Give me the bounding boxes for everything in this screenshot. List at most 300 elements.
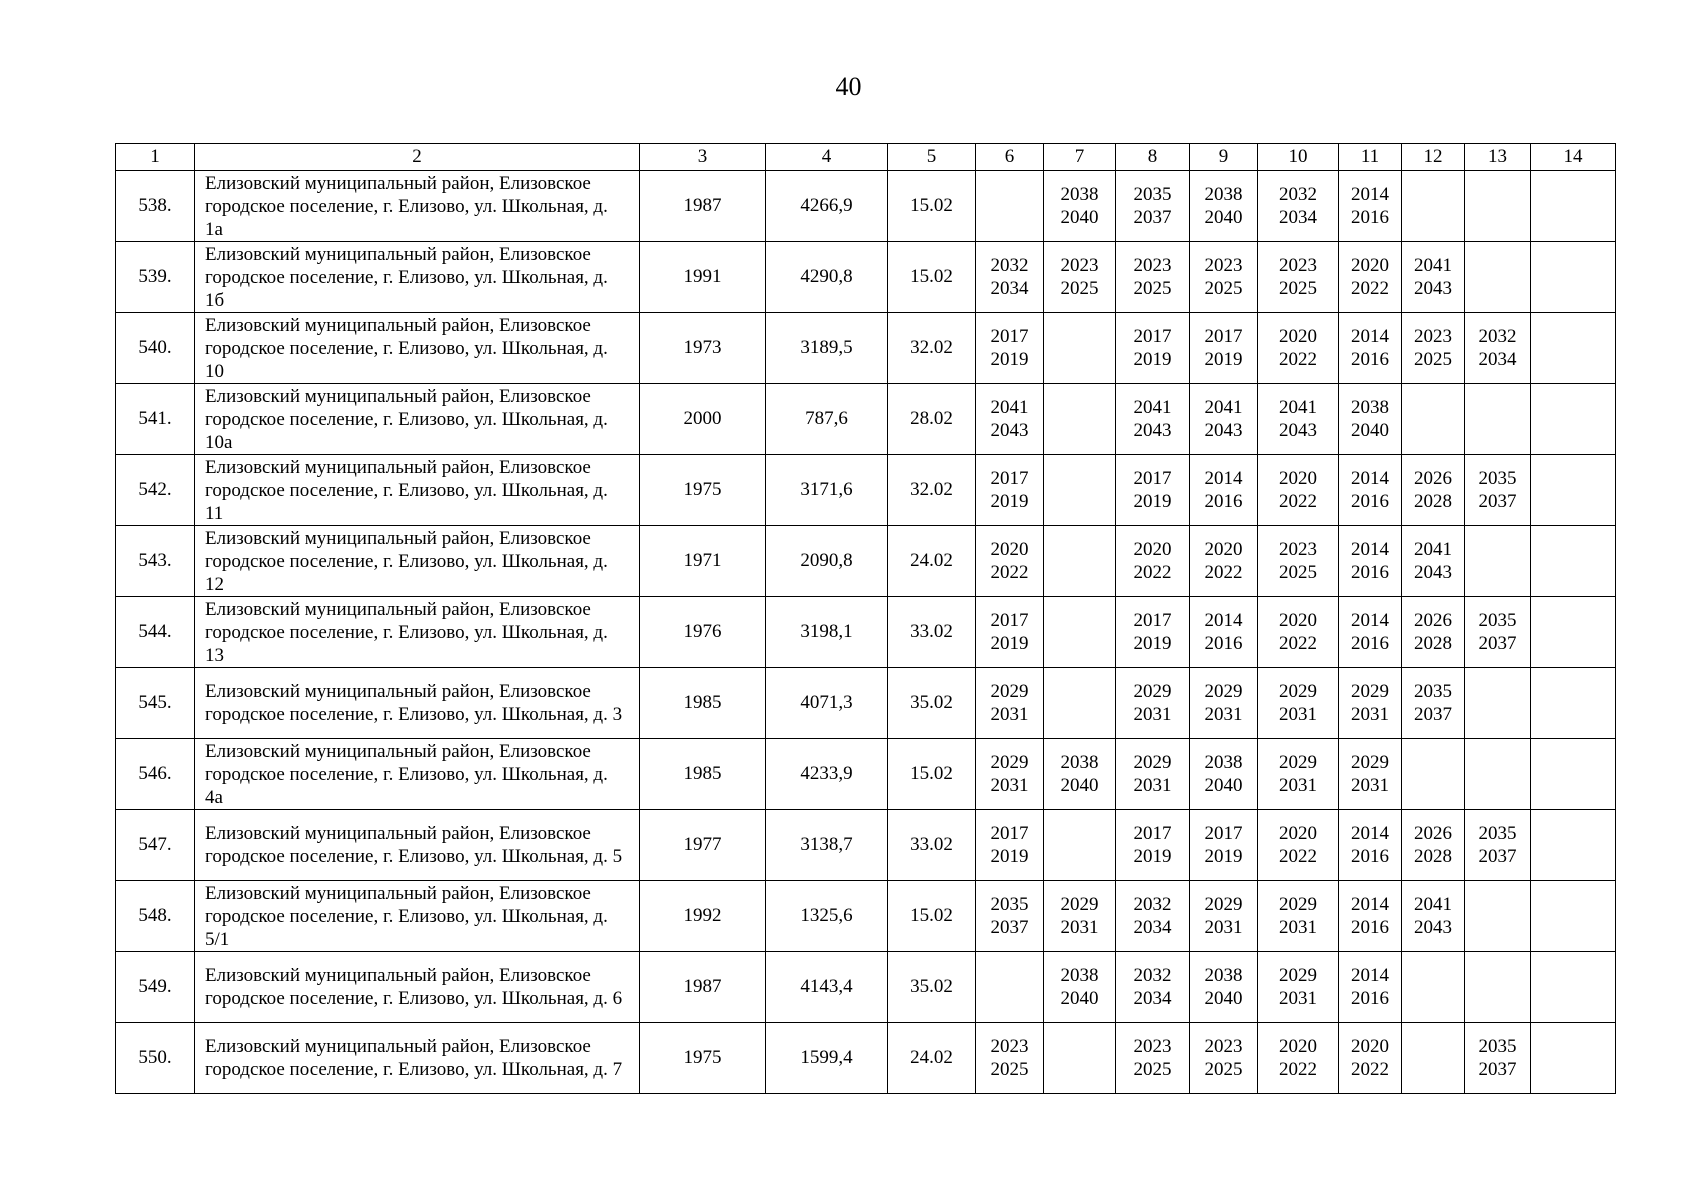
period-year: 2037 <box>990 917 1029 938</box>
period-cell <box>1531 739 1616 810</box>
period-year: 2017 <box>990 468 1029 489</box>
period-year: 2034 <box>1279 207 1317 228</box>
period-cell <box>1044 526 1116 597</box>
period-year: 2041 <box>1133 397 1172 418</box>
period-cell <box>1339 384 1402 455</box>
period-cell <box>1190 881 1258 952</box>
period-cell <box>976 739 1044 810</box>
period-cell <box>1402 810 1465 881</box>
period-year: 2022 <box>990 562 1029 583</box>
row-number: 547. <box>116 810 195 881</box>
row-number: 549. <box>116 952 195 1023</box>
period-year: 2034 <box>1133 988 1172 1009</box>
period-year: 2040 <box>1060 775 1099 796</box>
period-year: 2014 <box>1351 184 1389 205</box>
period-year: 2023 <box>1133 255 1172 276</box>
period-cell <box>1339 526 1402 597</box>
period-year: 2029 <box>1351 752 1389 773</box>
period-cell <box>1465 242 1531 313</box>
area-cell: 4290,8 <box>766 242 888 313</box>
period-year: 2014 <box>1204 468 1243 489</box>
period-year: 2038 <box>1204 184 1243 205</box>
period-cell <box>1339 668 1402 739</box>
period-cell <box>976 1023 1044 1094</box>
period-year: 2019 <box>1204 349 1243 370</box>
period-cell <box>1116 455 1190 526</box>
period-cell <box>1258 739 1339 810</box>
period-year: 2031 <box>1279 917 1317 938</box>
table-row <box>116 171 1616 242</box>
period-year: 2031 <box>1279 775 1317 796</box>
period-year: 2035 <box>1478 1036 1517 1057</box>
row-number: 550. <box>116 1023 195 1094</box>
table-row <box>116 952 1616 1023</box>
period-cell <box>1339 881 1402 952</box>
period-cell <box>1258 810 1339 881</box>
period-year: 2023 <box>1279 539 1317 560</box>
period-cell <box>1116 810 1190 881</box>
row-number: 540. <box>116 313 195 384</box>
period-cell <box>1402 952 1465 1023</box>
period-year: 2040 <box>1204 988 1243 1009</box>
table-row <box>116 739 1616 810</box>
code-cell: 35.02 <box>888 668 976 739</box>
period-year: 2025 <box>990 1059 1029 1080</box>
period-year: 2037 <box>1414 704 1452 725</box>
period-year: 2029 <box>1351 681 1389 702</box>
period-year: 2031 <box>1279 988 1317 1009</box>
period-cell <box>1044 810 1116 881</box>
period-cell <box>1258 171 1339 242</box>
period-cell <box>976 526 1044 597</box>
period-cell <box>1258 597 1339 668</box>
period-year: 2023 <box>1060 255 1099 276</box>
period-cell <box>1190 171 1258 242</box>
year-cell: 1975 <box>640 455 766 526</box>
period-cell <box>1044 668 1116 739</box>
period-cell <box>1402 739 1465 810</box>
housing-table <box>115 143 1616 1094</box>
period-year: 2020 <box>1351 1036 1389 1057</box>
period-year: 2019 <box>990 349 1029 370</box>
period-year: 2020 <box>1279 468 1317 489</box>
period-cell <box>1339 739 1402 810</box>
row-number: 546. <box>116 739 195 810</box>
period-year: 2035 <box>1133 184 1172 205</box>
period-cell <box>1044 597 1116 668</box>
period-year: 2029 <box>1133 681 1172 702</box>
period-year: 2016 <box>1351 917 1389 938</box>
period-year: 2014 <box>1351 539 1389 560</box>
period-cell <box>976 952 1044 1023</box>
column-header: 1 <box>116 144 195 171</box>
column-header: 6 <box>976 144 1044 171</box>
row-number: 545. <box>116 668 195 739</box>
period-year: 2025 <box>1133 278 1172 299</box>
period-year: 2016 <box>1204 633 1243 654</box>
period-year: 2034 <box>1478 349 1517 370</box>
period-year: 2014 <box>1351 610 1389 631</box>
period-year: 2014 <box>1351 468 1389 489</box>
period-year: 2031 <box>1351 704 1389 725</box>
period-cell <box>976 810 1044 881</box>
period-cell <box>1116 313 1190 384</box>
period-cell <box>1339 1023 1402 1094</box>
period-cell <box>1258 1023 1339 1094</box>
period-year: 2019 <box>990 491 1029 512</box>
period-cell <box>1044 881 1116 952</box>
period-year: 2031 <box>1204 917 1243 938</box>
period-year: 2043 <box>1204 420 1243 441</box>
column-header: 12 <box>1402 144 1465 171</box>
period-cell <box>1465 171 1531 242</box>
period-year: 2017 <box>990 823 1029 844</box>
period-year: 2043 <box>1414 917 1452 938</box>
period-cell <box>1531 810 1616 881</box>
period-cell <box>1116 384 1190 455</box>
area-cell: 3138,7 <box>766 810 888 881</box>
period-year: 2022 <box>1133 562 1172 583</box>
address-cell: Елизовский муниципальный район, Елизовское городское поселение, г. Елизово, ул. Школьная, д. 10а <box>195 384 640 455</box>
period-cell <box>1531 384 1616 455</box>
period-year: 2043 <box>1133 420 1172 441</box>
period-cell <box>1531 313 1616 384</box>
period-year: 2035 <box>1414 681 1452 702</box>
period-year: 2029 <box>990 681 1029 702</box>
period-cell <box>1531 668 1616 739</box>
year-cell: 1987 <box>640 952 766 1023</box>
code-cell: 24.02 <box>888 526 976 597</box>
period-year: 2022 <box>1279 349 1317 370</box>
period-cell <box>1190 384 1258 455</box>
year-cell: 1991 <box>640 242 766 313</box>
period-year: 2028 <box>1414 633 1452 654</box>
column-header: 4 <box>766 144 888 171</box>
period-year: 2029 <box>990 752 1029 773</box>
period-cell <box>1402 242 1465 313</box>
period-cell <box>976 384 1044 455</box>
period-year: 2022 <box>1279 846 1317 867</box>
period-year: 2019 <box>1133 633 1172 654</box>
period-cell <box>1190 526 1258 597</box>
period-cell <box>1465 526 1531 597</box>
period-cell <box>1258 668 1339 739</box>
period-cell <box>1116 526 1190 597</box>
period-year: 2041 <box>1279 397 1317 418</box>
code-cell: 28.02 <box>888 384 976 455</box>
area-cell: 1325,6 <box>766 881 888 952</box>
period-year: 2019 <box>1133 491 1172 512</box>
period-cell <box>1402 384 1465 455</box>
address-cell: Елизовский муниципальный район, Елизовское городское поселение, г. Елизово, ул. Школьная, д. 4а <box>195 739 640 810</box>
period-cell <box>1116 668 1190 739</box>
column-header: 8 <box>1116 144 1190 171</box>
period-year: 2040 <box>1351 420 1389 441</box>
period-year: 2026 <box>1414 610 1452 631</box>
period-cell <box>1258 526 1339 597</box>
period-cell <box>1116 1023 1190 1094</box>
period-year: 2020 <box>1279 1036 1317 1057</box>
period-year: 2017 <box>1133 823 1172 844</box>
period-year: 2031 <box>1060 917 1099 938</box>
period-year: 2023 <box>1133 1036 1172 1057</box>
period-cell <box>1116 952 1190 1023</box>
table-row <box>116 384 1616 455</box>
period-year: 2034 <box>990 278 1029 299</box>
period-cell <box>1190 810 1258 881</box>
period-year: 2022 <box>1204 562 1243 583</box>
period-cell <box>1531 455 1616 526</box>
period-cell <box>976 313 1044 384</box>
column-header: 14 <box>1531 144 1616 171</box>
period-cell <box>1531 171 1616 242</box>
period-year: 2032 <box>1133 965 1172 986</box>
address-cell: Елизовский муниципальный район, Елизовское городское поселение, г. Елизово, ул. Школьная, д. 12 <box>195 526 640 597</box>
period-year: 2017 <box>990 610 1029 631</box>
period-year: 2019 <box>1133 349 1172 370</box>
period-year: 2023 <box>1414 326 1452 347</box>
period-cell <box>1190 739 1258 810</box>
period-year: 2016 <box>1351 491 1389 512</box>
address-cell: Елизовский муниципальный район, Елизовское городское поселение, г. Елизово, ул. Школьная, д. 3 <box>195 668 640 739</box>
period-year: 2029 <box>1204 894 1243 915</box>
period-year: 2025 <box>1414 349 1452 370</box>
period-year: 2035 <box>1478 468 1517 489</box>
period-cell <box>1190 1023 1258 1094</box>
area-cell: 1599,4 <box>766 1023 888 1094</box>
period-year: 2014 <box>1351 894 1389 915</box>
period-cell <box>1190 242 1258 313</box>
period-year: 2038 <box>1060 752 1099 773</box>
address-cell: Елизовский муниципальный район, Елизовское городское поселение, г. Елизово, ул. Школьная, д. 5/1 <box>195 881 640 952</box>
period-year: 2029 <box>1133 752 1172 773</box>
period-cell <box>1190 597 1258 668</box>
address-cell: Елизовский муниципальный район, Елизовское городское поселение, г. Елизово, ул. Школьная, д. 1б <box>195 242 640 313</box>
period-year: 2035 <box>1478 823 1517 844</box>
period-cell <box>1339 597 1402 668</box>
column-number-row <box>116 144 1616 171</box>
row-number: 538. <box>116 171 195 242</box>
period-cell <box>1465 668 1531 739</box>
period-cell <box>1465 597 1531 668</box>
period-year: 2023 <box>990 1036 1029 1057</box>
period-cell <box>1402 171 1465 242</box>
period-year: 2040 <box>1060 207 1099 228</box>
period-year: 2025 <box>1279 562 1317 583</box>
period-year: 2020 <box>990 539 1029 560</box>
period-cell <box>1258 455 1339 526</box>
period-cell <box>1258 952 1339 1023</box>
period-year: 2041 <box>1414 539 1452 560</box>
row-number: 548. <box>116 881 195 952</box>
period-year: 2038 <box>1060 965 1099 986</box>
period-year: 2023 <box>1204 1036 1243 1057</box>
period-year: 2020 <box>1204 539 1243 560</box>
period-cell <box>1190 313 1258 384</box>
period-year: 2016 <box>1351 562 1389 583</box>
code-cell: 35.02 <box>888 952 976 1023</box>
period-year: 2016 <box>1204 491 1243 512</box>
period-cell <box>1465 952 1531 1023</box>
year-cell: 1976 <box>640 597 766 668</box>
period-cell <box>1531 1023 1616 1094</box>
period-year: 2031 <box>1204 704 1243 725</box>
area-cell: 2090,8 <box>766 526 888 597</box>
address-cell: Елизовский муниципальный район, Елизовское городское поселение, г. Елизово, ул. Школьная, д. 11 <box>195 455 640 526</box>
period-year: 2023 <box>1279 255 1317 276</box>
period-year: 2043 <box>990 420 1029 441</box>
period-cell <box>1339 313 1402 384</box>
period-cell <box>1044 739 1116 810</box>
period-year: 2023 <box>1204 255 1243 276</box>
year-cell: 1987 <box>640 171 766 242</box>
period-year: 2022 <box>1351 278 1389 299</box>
period-cell <box>1402 455 1465 526</box>
code-cell: 33.02 <box>888 810 976 881</box>
area-cell: 4233,9 <box>766 739 888 810</box>
period-cell <box>1044 171 1116 242</box>
period-cell <box>1044 1023 1116 1094</box>
page-number: 40 <box>835 72 862 101</box>
area-cell: 4266,9 <box>766 171 888 242</box>
column-header: 9 <box>1190 144 1258 171</box>
period-cell <box>1402 313 1465 384</box>
period-year: 2037 <box>1478 1059 1517 1080</box>
period-cell <box>1116 171 1190 242</box>
code-cell: 15.02 <box>888 881 976 952</box>
period-year: 2020 <box>1279 326 1317 347</box>
period-year: 2043 <box>1279 420 1317 441</box>
year-cell: 1985 <box>640 668 766 739</box>
period-cell <box>1465 881 1531 952</box>
row-number: 539. <box>116 242 195 313</box>
table-row <box>116 881 1616 952</box>
period-year: 2032 <box>1133 894 1172 915</box>
table-row <box>116 242 1616 313</box>
period-year: 2025 <box>1279 278 1317 299</box>
period-year: 2019 <box>1133 846 1172 867</box>
address-cell: Елизовский муниципальный район, Елизовское городское поселение, г. Елизово, ул. Школьная, д. 10 <box>195 313 640 384</box>
year-cell: 1977 <box>640 810 766 881</box>
period-year: 2017 <box>1204 823 1243 844</box>
period-year: 2041 <box>1414 894 1452 915</box>
period-cell <box>1044 242 1116 313</box>
period-year: 2037 <box>1478 633 1517 654</box>
period-year: 2038 <box>1204 965 1243 986</box>
period-year: 2029 <box>1204 681 1243 702</box>
period-year: 2017 <box>1133 326 1172 347</box>
period-cell <box>1531 952 1616 1023</box>
period-cell <box>976 242 1044 313</box>
period-cell <box>1044 455 1116 526</box>
period-cell <box>1044 313 1116 384</box>
period-year: 2032 <box>1279 184 1317 205</box>
period-year: 2017 <box>1133 610 1172 631</box>
period-year: 2019 <box>1204 846 1243 867</box>
column-header: 2 <box>195 144 640 171</box>
period-year: 2031 <box>990 775 1029 796</box>
period-cell <box>1465 739 1531 810</box>
area-cell: 4071,3 <box>766 668 888 739</box>
period-year: 2029 <box>1279 752 1317 773</box>
column-header: 7 <box>1044 144 1116 171</box>
period-cell <box>1402 597 1465 668</box>
period-cell <box>1465 1023 1531 1094</box>
table-row <box>116 455 1616 526</box>
period-year: 2016 <box>1351 633 1389 654</box>
period-year: 2016 <box>1351 846 1389 867</box>
period-year: 2014 <box>1351 965 1389 986</box>
period-year: 2026 <box>1414 823 1452 844</box>
period-year: 2037 <box>1478 846 1517 867</box>
code-cell: 24.02 <box>888 1023 976 1094</box>
period-year: 2025 <box>1133 1059 1172 1080</box>
period-cell <box>1116 739 1190 810</box>
area-cell: 3189,5 <box>766 313 888 384</box>
period-cell <box>976 597 1044 668</box>
period-year: 2025 <box>1204 1059 1243 1080</box>
table-row <box>116 313 1616 384</box>
period-cell <box>1258 384 1339 455</box>
period-cell <box>1116 242 1190 313</box>
period-year: 2014 <box>1351 326 1389 347</box>
period-cell <box>1339 952 1402 1023</box>
period-year: 2017 <box>1133 468 1172 489</box>
period-year: 2043 <box>1414 562 1452 583</box>
period-year: 2017 <box>1204 326 1243 347</box>
column-header: 10 <box>1258 144 1339 171</box>
period-year: 2020 <box>1279 823 1317 844</box>
period-cell <box>1402 881 1465 952</box>
period-year: 2040 <box>1060 988 1099 1009</box>
table-row <box>116 668 1616 739</box>
period-year: 2020 <box>1133 539 1172 560</box>
year-cell: 2000 <box>640 384 766 455</box>
period-year: 2028 <box>1414 491 1452 512</box>
column-header: 13 <box>1465 144 1531 171</box>
table-row <box>116 810 1616 881</box>
period-year: 2026 <box>1414 468 1452 489</box>
period-year: 2031 <box>1279 704 1317 725</box>
period-cell <box>1402 1023 1465 1094</box>
period-cell <box>1465 455 1531 526</box>
table-row <box>116 526 1616 597</box>
period-year: 2043 <box>1414 278 1452 299</box>
period-year: 2016 <box>1351 349 1389 370</box>
period-year: 2038 <box>1060 184 1099 205</box>
year-cell: 1992 <box>640 881 766 952</box>
period-year: 2031 <box>990 704 1029 725</box>
year-cell: 1973 <box>640 313 766 384</box>
area-cell: 4143,4 <box>766 952 888 1023</box>
period-cell <box>1044 952 1116 1023</box>
period-year: 2032 <box>1478 326 1517 347</box>
table-row <box>116 597 1616 668</box>
period-year: 2029 <box>1279 894 1317 915</box>
period-year: 2038 <box>1204 752 1243 773</box>
area-cell: 3171,6 <box>766 455 888 526</box>
period-year: 2031 <box>1351 775 1389 796</box>
period-year: 2040 <box>1204 207 1243 228</box>
code-cell: 15.02 <box>888 739 976 810</box>
period-year: 2022 <box>1279 1059 1317 1080</box>
period-year: 2019 <box>990 846 1029 867</box>
period-cell <box>1190 668 1258 739</box>
period-cell <box>976 668 1044 739</box>
period-year: 2025 <box>1060 278 1099 299</box>
address-cell: Елизовский муниципальный район, Елизовское городское поселение, г. Елизово, ул. Школьная, д. 7 <box>195 1023 640 1094</box>
address-cell: Елизовский муниципальный район, Елизовское городское поселение, г. Елизово, ул. Школьная, д. 13 <box>195 597 640 668</box>
